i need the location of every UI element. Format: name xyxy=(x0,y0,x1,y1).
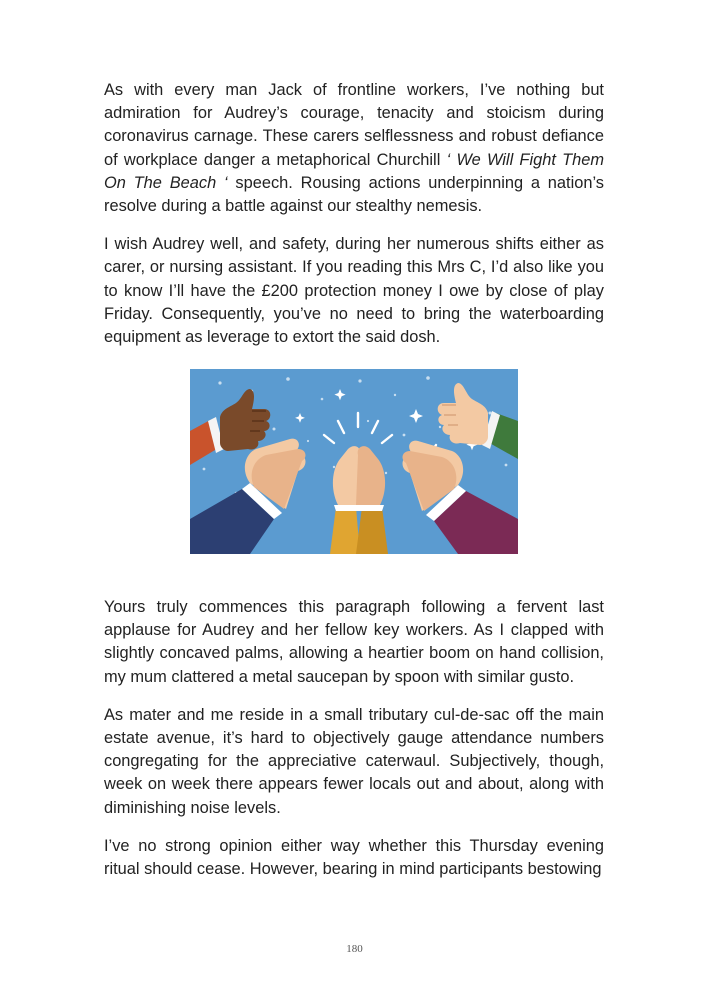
applause-illustration-svg xyxy=(190,369,518,554)
paragraph-4: As mater and me reside in a small tributary cul-de-sac off the main estate avenue, it’s hard to objectively gauge attendance numbers congregating for the appreciative caterwaul. Subjectively, though, week on week there appears fewer locals out and about, along with diminishing noise levels. xyxy=(104,705,604,817)
clapping-hands-illustration xyxy=(190,369,518,554)
paragraph-3: Yours truly commences this paragraph following a fervent last applause for Audrey and her fellow key workers. As I clapped with slightly concaved palms, allowing a heartier boom on hand collision, my mum clattered a metal saucepan by spoon with similar gusto. xyxy=(104,598,604,686)
paragraph-1-text-end: speech. Rousing actions underpinning a nation’s resolve during a battle against our stealthy nemesis. xyxy=(104,173,604,216)
text-block-top xyxy=(104,79,604,364)
paragraph-1-text-start: As with every man Jack of frontline workers, I’ve nothing but admiration for Audrey’s courage, tenacity and stoicism during coronavirus carnage. These carers selflessness and robust defiance of workplace danger a metaphorical Churchill xyxy=(104,81,604,169)
churchill-quote: ‘ We Will Fight Them On The Beach ‘ xyxy=(104,150,604,192)
paragraph-1 xyxy=(104,79,604,218)
page-number: 180 xyxy=(346,943,363,955)
paragraph-2: I wish Audrey well, and safety, during her numerous shifts either as carer, or nursing assistant. If you reading this Mrs C, I’d also like you to know I’ll have the £200 protection money I owe by close of play Friday. Consequently, you’ve no need to bring the waterboarding equipment as leverage to extort the said dosh. xyxy=(104,235,604,347)
clapping-hands-icon-center xyxy=(330,446,388,554)
paragraph-5: I’ve no strong opinion either way whether this Thursday evening ritual should cease. However, bearing in mind participants bestowing xyxy=(104,836,604,879)
text-block-bottom xyxy=(104,596,604,896)
